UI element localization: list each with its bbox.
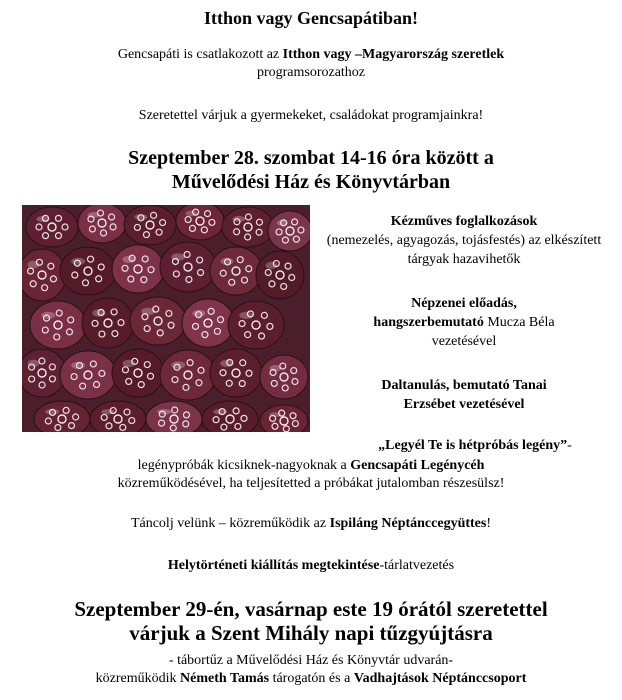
intro-paragraph — [0, 46, 622, 82]
date2-line2: várjuk a Szent Mihály napi tűzgyújtásra — [129, 621, 493, 645]
egg — [34, 401, 90, 432]
dance-block — [322, 376, 606, 414]
painted-easter-eggs-photo — [22, 205, 310, 432]
footer-line1: - tábortűz a Művelődési Ház és Könyvtár udvarán- — [168, 653, 454, 668]
intro-text: Gencsapáti is csatlakozott az — [117, 47, 283, 62]
legeny-title-line — [335, 437, 615, 455]
egg — [182, 299, 234, 347]
legeny-line1: legénypróbák kicsiknek-nagyoknak a — [137, 458, 351, 473]
intro-program-name: Itthon vagy –Magyarország szeretlek — [282, 47, 505, 62]
kiallitas-line — [0, 557, 622, 575]
egg — [228, 301, 284, 349]
welcome-text: Szeretettel várjuk a gyermekeket, családokat programjainkra! — [138, 108, 484, 123]
egg — [90, 401, 146, 432]
crafts-detail: (nemezelés, agyagozás, tojásfestés) az elkészített tárgyak hazavihetők — [326, 233, 602, 267]
kiallitas-title: Helytörténeti kiállítás megtekintése — [167, 558, 380, 573]
footer-performer: Németh Tamás — [180, 671, 270, 686]
egg — [30, 301, 86, 349]
legeny-title: „Legyél Te is hétpróbás legény” — [378, 438, 568, 453]
egg — [176, 205, 224, 240]
egg — [112, 349, 164, 397]
music-suffix: vezetésével — [431, 334, 497, 349]
footer-block — [0, 652, 622, 688]
footer-text-mid: tárogatón és a — [269, 671, 354, 686]
poster-title: Itthon vagy Gencsapátiban! — [203, 8, 419, 28]
date2-line1: Szeptember 29-én, vasárnap este 19 órától szeretettel — [74, 597, 548, 621]
egg — [22, 349, 66, 397]
tanc-ensemble: Ispiláng Néptánccegyüttes — [329, 516, 487, 531]
date1-heading — [0, 146, 622, 194]
egg — [260, 355, 308, 399]
legeny-block — [0, 457, 622, 493]
date2-heading — [0, 597, 622, 645]
egg — [210, 349, 262, 397]
egg — [124, 205, 176, 245]
crafts-block — [322, 212, 606, 269]
egg — [78, 205, 126, 243]
egg — [222, 207, 274, 247]
footer-dance-group: Vadhajtások Néptánccsoport — [353, 671, 527, 686]
date1-line2: Művelődési Ház és Könyvtárban — [171, 171, 451, 193]
tanc-end: ! — [486, 516, 492, 531]
footer-line2 — [0, 670, 622, 688]
egg — [60, 247, 116, 295]
music-name: Mucza Béla — [487, 315, 555, 330]
egg — [82, 298, 134, 348]
date1-line1: Szeptember 28. szombat 14-16 óra között a — [128, 147, 494, 169]
dance-line2: Erzsébet vezetésével — [403, 397, 525, 412]
egg — [260, 405, 308, 432]
egg — [268, 211, 310, 251]
crafts-title: Kézműves foglalkozások — [390, 214, 538, 229]
legeny-dash: - — [567, 438, 572, 453]
footer-text: közreműködik — [95, 671, 180, 686]
music-block — [322, 294, 606, 351]
egg — [256, 251, 304, 299]
dance-line1: Daltanulás, bemutató Tanai — [381, 378, 547, 393]
egg — [146, 401, 202, 432]
egg — [26, 207, 78, 247]
egg — [22, 249, 66, 301]
music-title-1: Népzenei előadás, — [411, 296, 517, 311]
egg — [160, 350, 216, 400]
tanc-line — [0, 515, 622, 533]
egg — [112, 245, 164, 293]
egg — [210, 247, 262, 295]
egg — [202, 401, 258, 432]
legeny-guild-name: Gencsapáti Legénycéh — [350, 458, 485, 473]
music-title-2: hangszerbemutató — [373, 315, 484, 330]
intro-text-end: programsorozathoz — [256, 65, 366, 80]
legeny-line2: közreműködésével, ha teljesítetted a próbákat jutalomban részesülsz! — [117, 476, 505, 491]
egg — [130, 297, 186, 345]
kiallitas-suffix: -tárlatvezetés — [379, 558, 455, 573]
egg — [160, 242, 216, 292]
tanc-text: Táncolj velünk – közreműködik az — [130, 516, 330, 531]
egg — [60, 351, 116, 399]
